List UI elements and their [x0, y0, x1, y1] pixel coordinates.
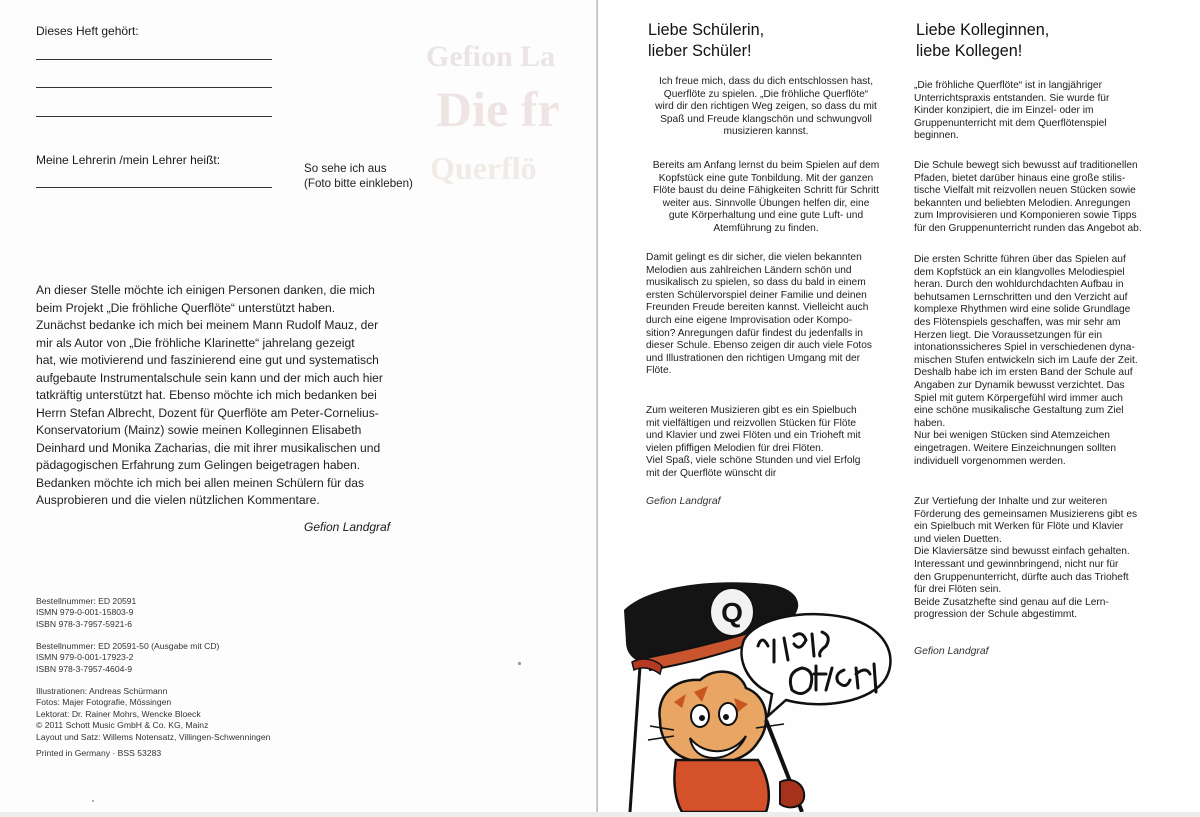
paper-speck: [518, 662, 521, 665]
cat-head: [659, 672, 766, 764]
students-paragraph: Damit gelingt es dir sicher, die vielen bekannten Melodien aus zahlreichen Ländern schön und musikalisch zu spielen, so dass du bald in einem ersten Schülervorspiel deiner Familie und deinen Freunden Freude bereiten kannst. Vielleicht auch durch eine eigene Improvisation oder Kompo- sition? Anregungen dafür findest du jedenfalls in dieser Schule. Ebenso zeigen dir auch viele Fotos und Illustrationen den richtigen Umgang mit der Flöte.: [646, 252, 872, 377]
cat-illustration: [616, 570, 896, 812]
imprint-edition-2: Bestellnummer: ED 20591-50 (Ausgabe mit CD) ISMN 979-0-001-17923-2 ISBN 978-3-7957-4604-9: [36, 641, 220, 674]
show-through-text: Die fr: [436, 81, 560, 137]
acknowledgement-text: An dieser Stelle möchte ich einigen Personen danken, die mich beim Projekt „Die fröhliche Querflöte“ unterstützt haben. Zunächst bedanke ich mich bei meinem Mann Rudolf Mauz, der mir als Autor von „Die fröhliche Klarinette“ jahrelang gezeigt hat, wie motivierend und faszinierend eine gut und systematisch aufgebaute Instrumentalschule sein kann und der mich auch hier tatkräftig unterstützt hat. Ebenso möchte ich mich bedanken bei Herrn Stefan Albrecht, Dozent für Querflöte am Peter-Cornelius- Konservatorium (Mainz) sowie meinen Kolleginnen Elisabeth Deinhard und Monika Zacharias, die mit ihrer musikalischen und pädagogischen Erfahrung zum Gelingen beigetragen haben. Bedanken möchte ich mich bei allen meinen Schülern für das Ausprobieren und die vielen nützlichen Kommentare.: [36, 283, 383, 507]
owner-line-3: [36, 116, 272, 117]
students-signature: Gefion Landgraf: [646, 496, 721, 507]
owner-label: Dieses Heft gehört:: [36, 24, 139, 38]
colleagues-heading: Liebe Kolleginnen, liebe Kollegen!: [916, 21, 1050, 60]
show-through-text: Gefion La: [426, 40, 556, 73]
colleagues-paragraph: Die ersten Schritte führen über das Spielen auf dem Kopfstück an ein klangvolles Melodiespiel heran. Durch den wohldurchdachten Aufbau in behutsamen Lernschritten und den Verzicht auf komplexe Rhythmen wird eine solide Grundlage des Flötenspiels geschaffen, was mir sehr am Herzen liegt. Die Voraussetzungen für ein intonationssicheres Spiel in verschiedenen dyna- mischen Stufen entwickeln sich im Laufe der Zeit. Deshalb habe ich im ersten Band der Schule auf Angaben zur Dynamik bewusst verzichtet. Das Spiel mit gutem Körpergefühl wird immer auch eine schöne musikalische Gestaltung zum Ziel haben. Nur bei wenigen Stücken sind Atemzeichen eingetragen. Weitere Einzeichnungen sollten individuell vorgenommen werden.: [914, 254, 1138, 467]
colleagues-paragraph: „Die fröhliche Querflöte“ ist in langjähriger Unterrichtspraxis entstanden. Sie wurde für Kinder konzipiert, die im Einzel- oder im Gruppenunterricht mit dem Querflötenspiel beginnen.: [914, 80, 1110, 142]
owner-line-2: [36, 87, 272, 88]
owner-line-1: [36, 59, 272, 60]
teacher-label: Meine Lehrerin /mein Lehrer heißt:: [36, 153, 221, 167]
cat-eye-right: [719, 703, 737, 725]
hat-letter: Q: [721, 597, 743, 628]
flag-pole: [630, 666, 640, 812]
colleagues-paragraph: Zur Vertiefung der Inhalte und zur weiteren Förderung des gemeinsamen Musizierens gibt es ein Spielbuch mit Werken für Flöte und Klavier und vielen Duetten. Die Klaviersätze sind bewusst einfach gehalten. Interessant und gewinnbringend, nicht nur für den Gruppenunterricht, dürfte auch das Trioheft für drei Flöten sein. Beide Zusatzhefte sind genau auf die Lern- progression der Schule abgestimmt.: [914, 496, 1138, 621]
show-through-text: Querflö: [430, 150, 537, 186]
acknowledgement-signature: Gefion Landgraf: [304, 520, 391, 534]
left-page: [0, 0, 596, 812]
paper-speck: [92, 800, 94, 802]
imprint-printed: Printed in Germany · BSS 53283: [36, 748, 162, 758]
students-heading: Liebe Schülerin, lieber Schüler!: [648, 21, 765, 60]
cat-pupil-left: [699, 715, 705, 721]
cat-illustration-drawing: [616, 570, 896, 812]
students-paragraph: Bereits am Anfang lernst du beim Spielen auf dem Kopfstück eine gute Tonbildung. Mit der ganzen Flöte baust du deine Fähigkeiten Schritt für Schritt weiter aus. Sinnvolle Übungen helfen dir, eine gute Körperhaltung und eine gute Luft- und Atemführung zu finden.: [652, 160, 880, 234]
students-paragraph: Ich freue mich, dass du dich entschlossen hast, Querflöte zu spielen. „Die fröhliche Querflöte“ wird dir den richtigen Weg zeigen, so dass du mit Spaß und Freude klangschön und schwungvoll musizieren kannst.: [655, 76, 877, 138]
cat-paw: [780, 780, 804, 807]
cat-pupil-right: [723, 714, 729, 720]
teacher-line: [36, 187, 272, 188]
students-paragraph: Zum weiteren Musizieren gibt es ein Spielbuch mit vielfältigen und reizvollen Stücken für Flöte und Klavier und zwei Flöten und ein Trioheft mit vielen pfiffigen Melodien für drei Flöten. Viel Spaß, viele schöne Stunden und viel Erfolg mit der Querflöte wünscht dir: [646, 405, 861, 479]
colleagues-paragraph: Die Schule bewegt sich bewusst auf traditionellen Pfaden, bietet darüber hinaus eine große stilis- tische Vielfalt mit reizvollen neuen Stücken sowie bekannten und beliebten Melodien. Anregungen zum Improvisieren und Komponieren sowie Tipps für den Gruppenunterricht runden das Angebot ab.: [914, 160, 1142, 234]
cat-body: [674, 760, 768, 812]
colleagues-signature: Gefion Landgraf: [914, 646, 989, 657]
imprint-credits: Illustrationen: Andreas Schürmann Fotos: Majer Fotografie, Mössingen Lektorat: Dr. Rainer Mohrs, Wencke Bloeck © 2011 Schott Music GmbH & Co. KG, Mainz Layout und Satz: Willems Notensatz, Villingen-Schwenningen: [36, 686, 271, 742]
imprint-edition-1: Bestellnummer: ED 20591 ISMN 979-0-001-15803-9 ISBN 978-3-7957-5921-6: [36, 596, 137, 629]
photo-caption: So sehe ich aus (Foto bitte einkleben): [304, 162, 413, 190]
